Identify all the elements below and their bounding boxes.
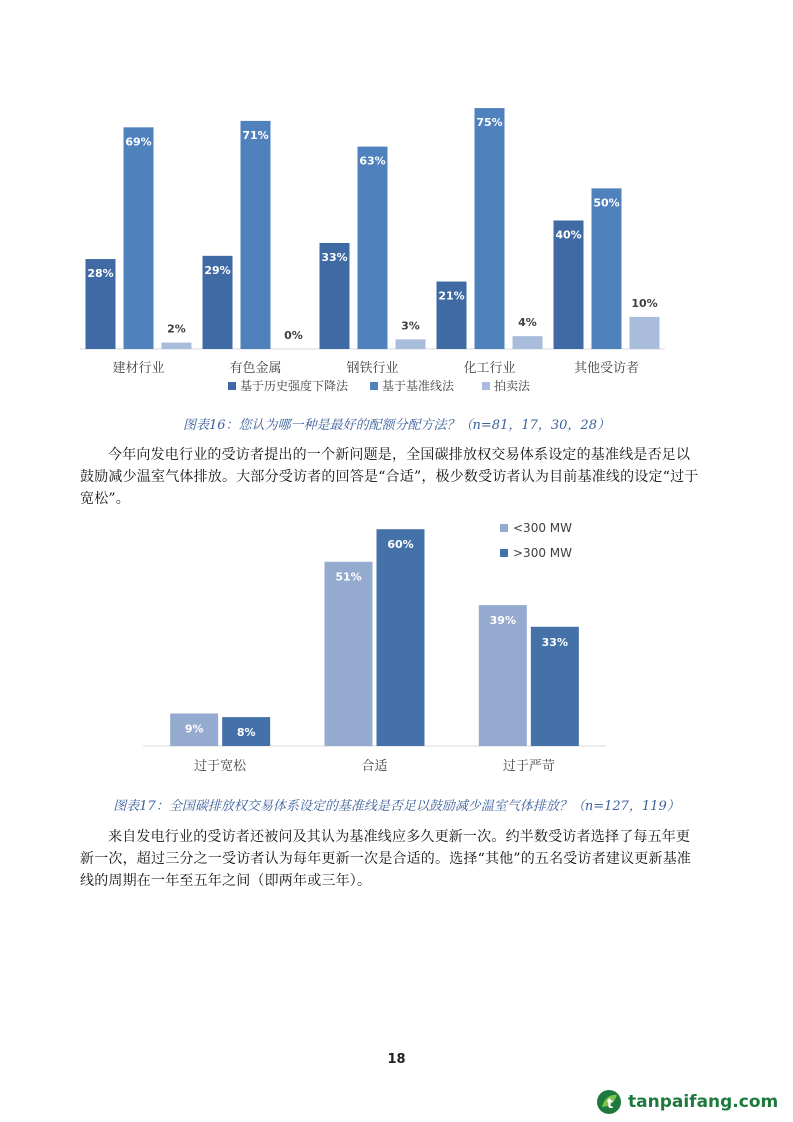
leaf-logo-icon (596, 1089, 622, 1115)
legend-entry: <300 MW (513, 521, 572, 535)
data-label: 50% (593, 196, 620, 210)
category-tick-label: 过于宽松 (194, 759, 247, 774)
bar (592, 188, 622, 349)
legend-swatch (370, 382, 378, 390)
data-label: 4% (518, 316, 537, 330)
legend-swatch (500, 524, 508, 532)
data-label: 8% (236, 726, 256, 740)
data-label: 10% (631, 296, 658, 310)
legend-entry: >300 MW (513, 546, 572, 560)
bar (241, 121, 271, 349)
bar (358, 147, 388, 349)
data-label: 40% (555, 228, 582, 242)
paragraph-baseline-update: 来自发电行业的受访者还被问及其认为基准线应多久更新一次。约半数受访者选择了每五年更新一次，超过三分之一受访者认为每年更新一次是合适的。选择“其他”的五名受访者建议更新基准线的周期在一年至五年之间（即两年或三年）。 (80, 829, 692, 889)
data-label: 33% (541, 635, 569, 649)
chart-baseline-adequacy (0, 510, 793, 790)
bar (162, 343, 192, 349)
category-tick-label: 有色金属 (229, 361, 282, 376)
legend-entry: 基于历史强度下降法 (240, 379, 349, 393)
data-label: 29% (204, 263, 231, 277)
data-label: 60% (387, 538, 414, 552)
page-number: 18 (387, 1052, 406, 1067)
bar (396, 339, 426, 349)
data-label: 39% (489, 614, 517, 628)
category-tick-label: 过于严苛 (502, 759, 555, 774)
site-logo-text: tanpaifang.com (628, 1092, 779, 1112)
legend-entry: 拍卖法 (494, 379, 531, 393)
bar (513, 336, 543, 349)
chart-allocation-methods (0, 0, 793, 410)
data-label: 71% (242, 128, 269, 142)
data-label: 28% (87, 267, 114, 281)
paragraph-baseline-question: 今年向发电行业的受访者提出的一个新问题是，全国碳排放权交易体系设定的基准线是否足以鼓励减少温室气体排放。大部分受访者的回答是“合适”，极少数受访者认为目前基准线的设定“过于宽松”。 (80, 447, 699, 507)
data-label: 2% (167, 322, 186, 336)
category-tick-label: 化工行业 (463, 361, 516, 376)
data-label: 3% (401, 319, 420, 333)
bar (475, 108, 505, 349)
figure-caption-16: 图表16：您认为哪一种是最好的配额分配方法？（n=81，17，30，28） (183, 418, 610, 433)
data-label: 63% (359, 154, 386, 168)
category-tick-label: 建材行业 (112, 361, 165, 376)
logo-mark-letter: t (607, 1097, 614, 1112)
data-label: 75% (476, 116, 503, 130)
data-label: 9% (184, 722, 204, 736)
category-tick-label: 钢铁行业 (346, 361, 399, 376)
legend-swatch (500, 549, 508, 557)
bar (377, 529, 425, 746)
data-label: 51% (335, 570, 362, 584)
data-label: 0% (284, 329, 303, 342)
legend-swatch (228, 382, 236, 390)
data-label: 21% (438, 289, 465, 303)
data-label: 33% (321, 250, 348, 264)
bar (325, 562, 373, 746)
site-logo[interactable] (596, 1087, 778, 1117)
legend-swatch (482, 382, 490, 390)
category-tick-label: 合适 (361, 759, 388, 774)
bar (124, 127, 154, 349)
figure-caption-17: 图表17：全国碳排放权交易体系设定的基准线是否足以鼓励减少温室气体排放？（n=127，119） (113, 799, 680, 814)
bar (630, 317, 660, 349)
legend-entry: 基于基准线法 (382, 379, 455, 393)
data-label: 69% (125, 135, 152, 149)
category-tick-label: 其他受访者 (573, 361, 640, 376)
